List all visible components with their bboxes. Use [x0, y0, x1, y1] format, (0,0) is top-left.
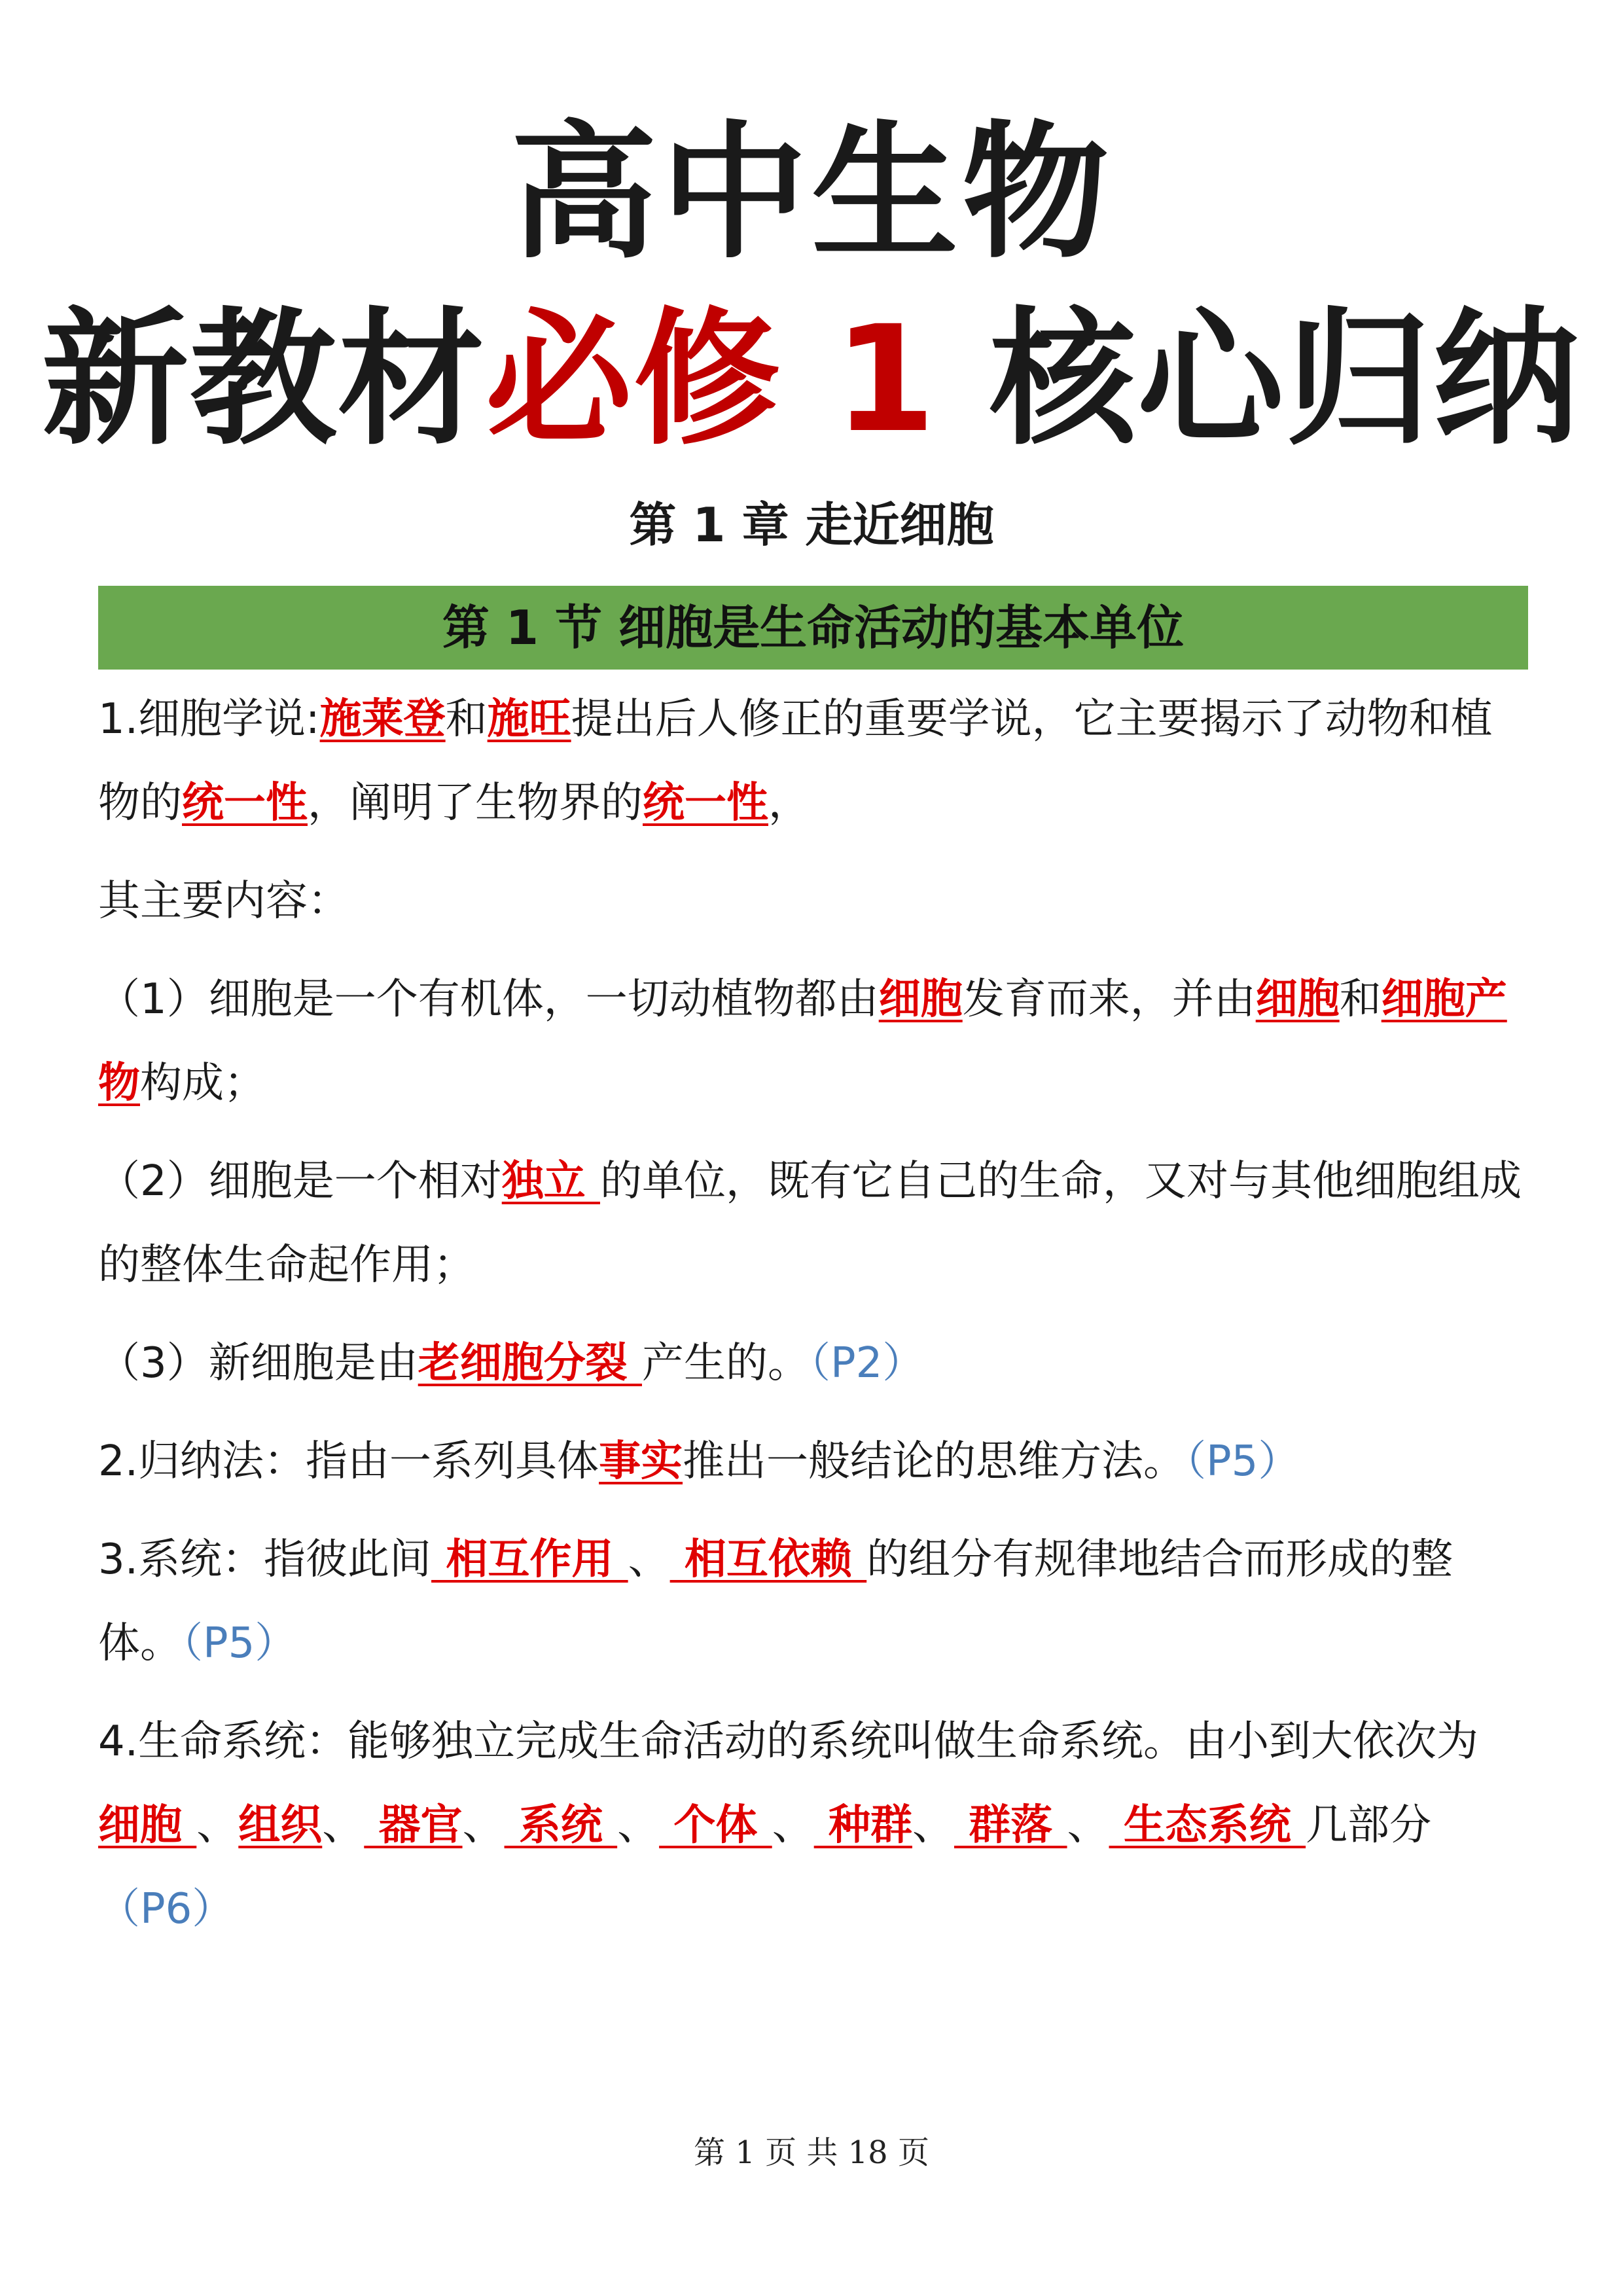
separator: 、 — [772, 1801, 814, 1850]
item-4-life-system — [98, 1700, 1528, 1951]
text: 的单位，既有它自己的生命，又对与其他细胞组成的整体生命起作用； — [98, 1157, 1522, 1289]
sub-title-part-1: 新教材 — [42, 294, 486, 465]
page-reference: （P2） — [810, 1339, 925, 1388]
content-body — [98, 677, 1528, 1951]
answer-blank: 群落 — [954, 1801, 1067, 1850]
page-reference: （P6） — [98, 1885, 234, 1933]
text: 4.生命系统：能够独立完成生命活动的系统叫做生命系统。由小到大依次为 — [98, 1717, 1479, 1766]
answer-blank: 独立 — [501, 1157, 600, 1206]
item-1-cell-theory — [98, 677, 1528, 845]
sub-title-part-2: 核心归纳 — [936, 294, 1581, 465]
page-reference: （P5） — [182, 1619, 297, 1668]
answer-blank: 组织 — [238, 1801, 323, 1850]
sub-item-3 — [98, 1321, 1528, 1405]
text: 产生的。 — [642, 1339, 810, 1388]
separator: 、 — [322, 1801, 365, 1850]
separator: 、 — [912, 1801, 954, 1850]
answer-blank: 生态系统 — [1109, 1801, 1306, 1850]
sub-item-2 — [98, 1139, 1528, 1307]
item-3-system — [98, 1518, 1528, 1685]
text: 的组分有规律地结合而形成的整体。 — [98, 1535, 1454, 1668]
text: 、 — [628, 1535, 670, 1584]
text: ， — [768, 779, 810, 827]
answer-blank: 相互依赖 — [669, 1535, 867, 1584]
answer-blank: 统一性 — [643, 779, 768, 827]
text: （2）细胞是一个相对 — [98, 1157, 502, 1206]
answer-blank: 施旺 — [487, 695, 571, 744]
answer-blank: 个体 — [659, 1801, 772, 1850]
section-heading: 第 1 节 细胞是生命活动的基本单位 — [98, 586, 1528, 670]
answer-blank: 细胞产物 — [98, 975, 1507, 1107]
sub-item-1 — [98, 958, 1528, 1125]
answer-blank: 统一性 — [182, 779, 308, 827]
text: （3）新细胞是由 — [98, 1339, 418, 1388]
chapter-heading: 第 1 章 走近细胞 — [629, 497, 994, 552]
answer-blank: 施莱登 — [319, 695, 446, 744]
sub-title — [0, 294, 1623, 465]
page-reference: （P5） — [1185, 1437, 1300, 1486]
text: 构成； — [140, 1059, 266, 1107]
answer-blank: 事实 — [599, 1437, 683, 1486]
sub-title-highlight: 必修 1 — [486, 294, 937, 465]
answer-blank: 种群 — [813, 1801, 912, 1850]
answer-blank: 器官 — [364, 1801, 463, 1850]
main-title: 高中生物 — [510, 107, 1113, 278]
text: 1.细胞学说: — [98, 695, 320, 744]
text: 和 — [1339, 975, 1382, 1024]
separator: 、 — [1067, 1801, 1109, 1850]
separator: 、 — [196, 1801, 239, 1850]
answer-blank: 细胞 — [98, 1801, 197, 1850]
answer-blank: 细胞 — [1255, 975, 1340, 1024]
answer-blank: 细胞 — [878, 975, 963, 1024]
text: 3.系统：指彼此间 — [98, 1535, 432, 1584]
separator: 、 — [617, 1801, 660, 1850]
answer-blank: 老细胞分裂 — [418, 1339, 642, 1388]
answer-blank: 系统 — [504, 1801, 618, 1850]
text: （1）细胞是一个有机体，一切动植物都由 — [98, 975, 879, 1024]
text: ，阐明了生物界的 — [308, 779, 643, 827]
separator: 、 — [462, 1801, 505, 1850]
text: 推出一般结论的思维方法。 — [683, 1437, 1186, 1486]
text: 发育而来，并由 — [962, 975, 1256, 1024]
text: 几部分 — [1306, 1801, 1432, 1850]
answer-blank: 相互作用 — [431, 1535, 628, 1584]
text: 2.归纳法：指由一系列具体 — [98, 1437, 599, 1486]
main-content-label: 其主要内容： — [98, 877, 349, 925]
text: 提出后人修正的重要学说，它主要揭示了动物和植物的 — [98, 695, 1493, 827]
text: 和 — [445, 695, 488, 744]
item-2-induction — [98, 1420, 1528, 1503]
page-footer: 第 1 页 共 18 页 — [694, 2134, 929, 2171]
